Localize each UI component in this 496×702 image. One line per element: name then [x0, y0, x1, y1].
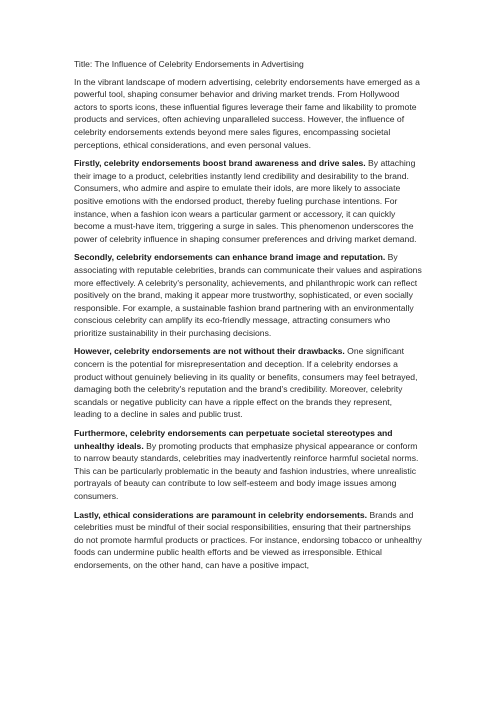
paragraph-stereotypes — [74, 427, 422, 503]
document-title: Title: The Influence of Celebrity Endorsements in Advertising — [74, 59, 304, 69]
paragraph-lead: However, celebrity endorsements are not without their drawbacks. — [74, 346, 345, 357]
paragraph-brand-image — [74, 251, 422, 339]
paragraph-body: One significant concern is the potential for misrepresentation and deception. If a celebrity endorses a product without genuinely believing in its quality or benefits, consumers may feel betrayed, damaging both the celebrity's reputation and the brand's credibility. Moreover, celebrity scandals or negative publicity can have a ripple effect on the brands they represent, leading to a decline in sales and public trust. — [74, 346, 418, 420]
intro-paragraph: In the vibrant landscape of modern advertising, celebrity endorsements have emerged as a powerful tool, shaping consumer behavior and driving market trends. From Hollywood actors to sports icons, these influential figures leverage their fame and likability to promote products and services, often achieving unparalleled success. However, the influence of celebrity endorsements extends beyond mere sales figures, encompassing societal perceptions, ethical considerations, and even personal values. — [74, 76, 420, 150]
paragraph-body: Brands and celebrities must be mindful of their social responsibilities, ensuring that their partnerships do not promote harmful products or practices. For instance, endorsing tobacco or unhealthy foods can undermine public health efforts and be viewed as irresponsible. Ethical endorsements, on the other hand, can have a positive impact, — [74, 509, 422, 570]
paragraph-brand-awareness — [74, 157, 422, 245]
paragraph-lead: Secondly, celebrity endorsements can enhance brand image and reputation. — [74, 252, 386, 263]
paragraph-ethics — [74, 509, 422, 572]
paragraph-lead: Furthermore, celebrity endorsements can perpetuate societal stereotypes and unhealthy ideals. — [74, 428, 393, 451]
paragraph-drawbacks — [74, 345, 422, 421]
paragraph-lead: Lastly, ethical considerations are paramount in celebrity endorsements. — [74, 509, 368, 520]
document-page — [74, 58, 422, 578]
paragraph-body: By attaching their image to a product, celebrities instantly lend credibility and desirability to the brand. Consumers, who admire and aspire to emulate their idols, are more likely to associate positive emotions with the endorsed product, thereby fueling purchase intentions. For instance, when a fashion icon wears a particular garment or accessory, it can quickly become a must-have item, triggering a surge in sales. This phenomenon underscores the power of celebrity influence in shaping consumer preferences and driving market demand. — [74, 158, 417, 244]
paragraph-body: By promoting products that emphasize physical appearance or conform to narrow beauty standards, celebrities may inadvertently reinforce harmful societal norms. This can be particularly problematic in the beauty and fashion industries, where unrealistic portrayals of beauty can contribute to low self-esteem and body image issues among consumers. — [74, 440, 419, 501]
paragraph-lead: Firstly, celebrity endorsements boost brand awareness and drive sales. — [74, 158, 366, 169]
paragraph-body: By associating with reputable celebrities, brands can communicate their values and aspirations more effectively. A celebrity's personality, achievements, and philanthropic work can reflect positively on the brand, making it appear more trustworthy, sophisticated, or even socially responsible. For example, a sustainable fashion brand partnering with an environmentally conscious celebrity can amplify its eco-friendly message, attracting consumers who prioritize sustainability in their purchasing decisions. — [74, 252, 422, 338]
